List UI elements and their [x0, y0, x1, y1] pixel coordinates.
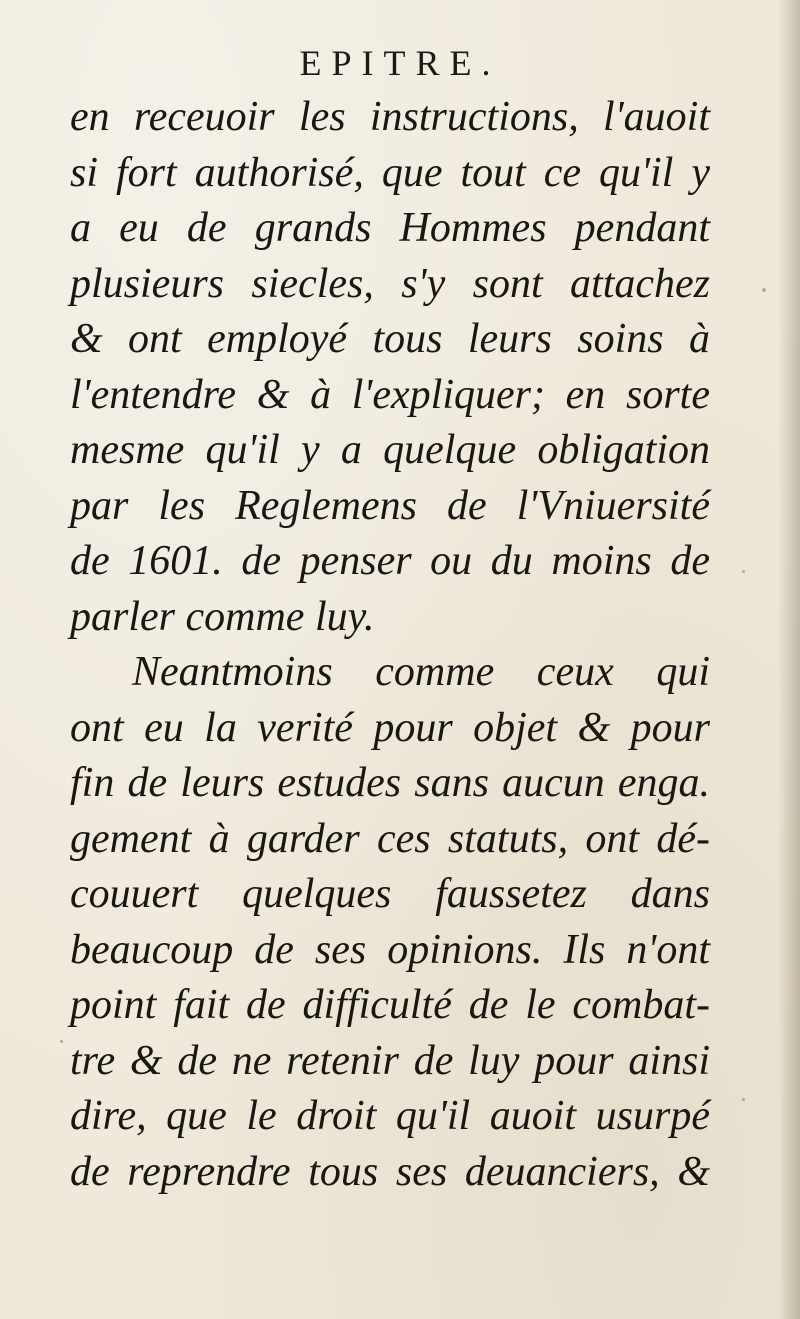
text-line: de 1601. de penser ou du moins de — [70, 538, 710, 584]
paper-speck — [60, 1040, 63, 1043]
text-line: dire, que le droit qu'il auoit usurpé — [70, 1093, 710, 1139]
text-line: en receuoir les instructions, l'auoit — [70, 94, 710, 140]
running-head: EPITRE. — [299, 43, 501, 83]
text-line: tre & de ne retenir de luy pour ainsi — [70, 1037, 710, 1084]
text-line: l'entendre & à l'expliquer; en sorte — [70, 371, 710, 418]
paper-speck — [742, 1098, 745, 1101]
text-line: a eu de grands Hommes pendant — [70, 205, 710, 251]
text-line: plusieurs siecles, s'y sont attachez — [70, 260, 710, 307]
text-line: parler comme luy. — [70, 593, 375, 640]
text-line: gement à garder ces statuts, ont dé- — [70, 815, 710, 862]
paper-speck — [742, 570, 745, 573]
page-edge-shadow — [778, 0, 800, 1319]
text-line: de reprendre tous ses deuanciers, & — [70, 1148, 710, 1195]
text-line: beaucoup de ses opinions. Ils n'ont — [70, 926, 710, 973]
text-line: mesme qu'il y a quelque obligation — [70, 427, 710, 473]
text-line: couuert quelques faussetez dans — [70, 871, 710, 917]
body-text — [70, 90, 710, 1200]
text-line: fin de leurs estudes sans aucun enga. — [70, 760, 710, 806]
text-line: par les Reglemens de l'Vniuersité — [70, 482, 710, 529]
paper-speck — [762, 288, 766, 292]
text-line: ont eu la verité pour objet & pour — [70, 704, 710, 751]
text-line: point fait de difficulté de le combat- — [70, 982, 710, 1028]
text-line: si fort authorisé, que tout ce qu'il y — [70, 149, 710, 196]
paragraph-first-line: Neantmoins comme ceux qui — [132, 649, 710, 695]
text-line: & ont employé tous leurs soins à — [70, 316, 710, 362]
